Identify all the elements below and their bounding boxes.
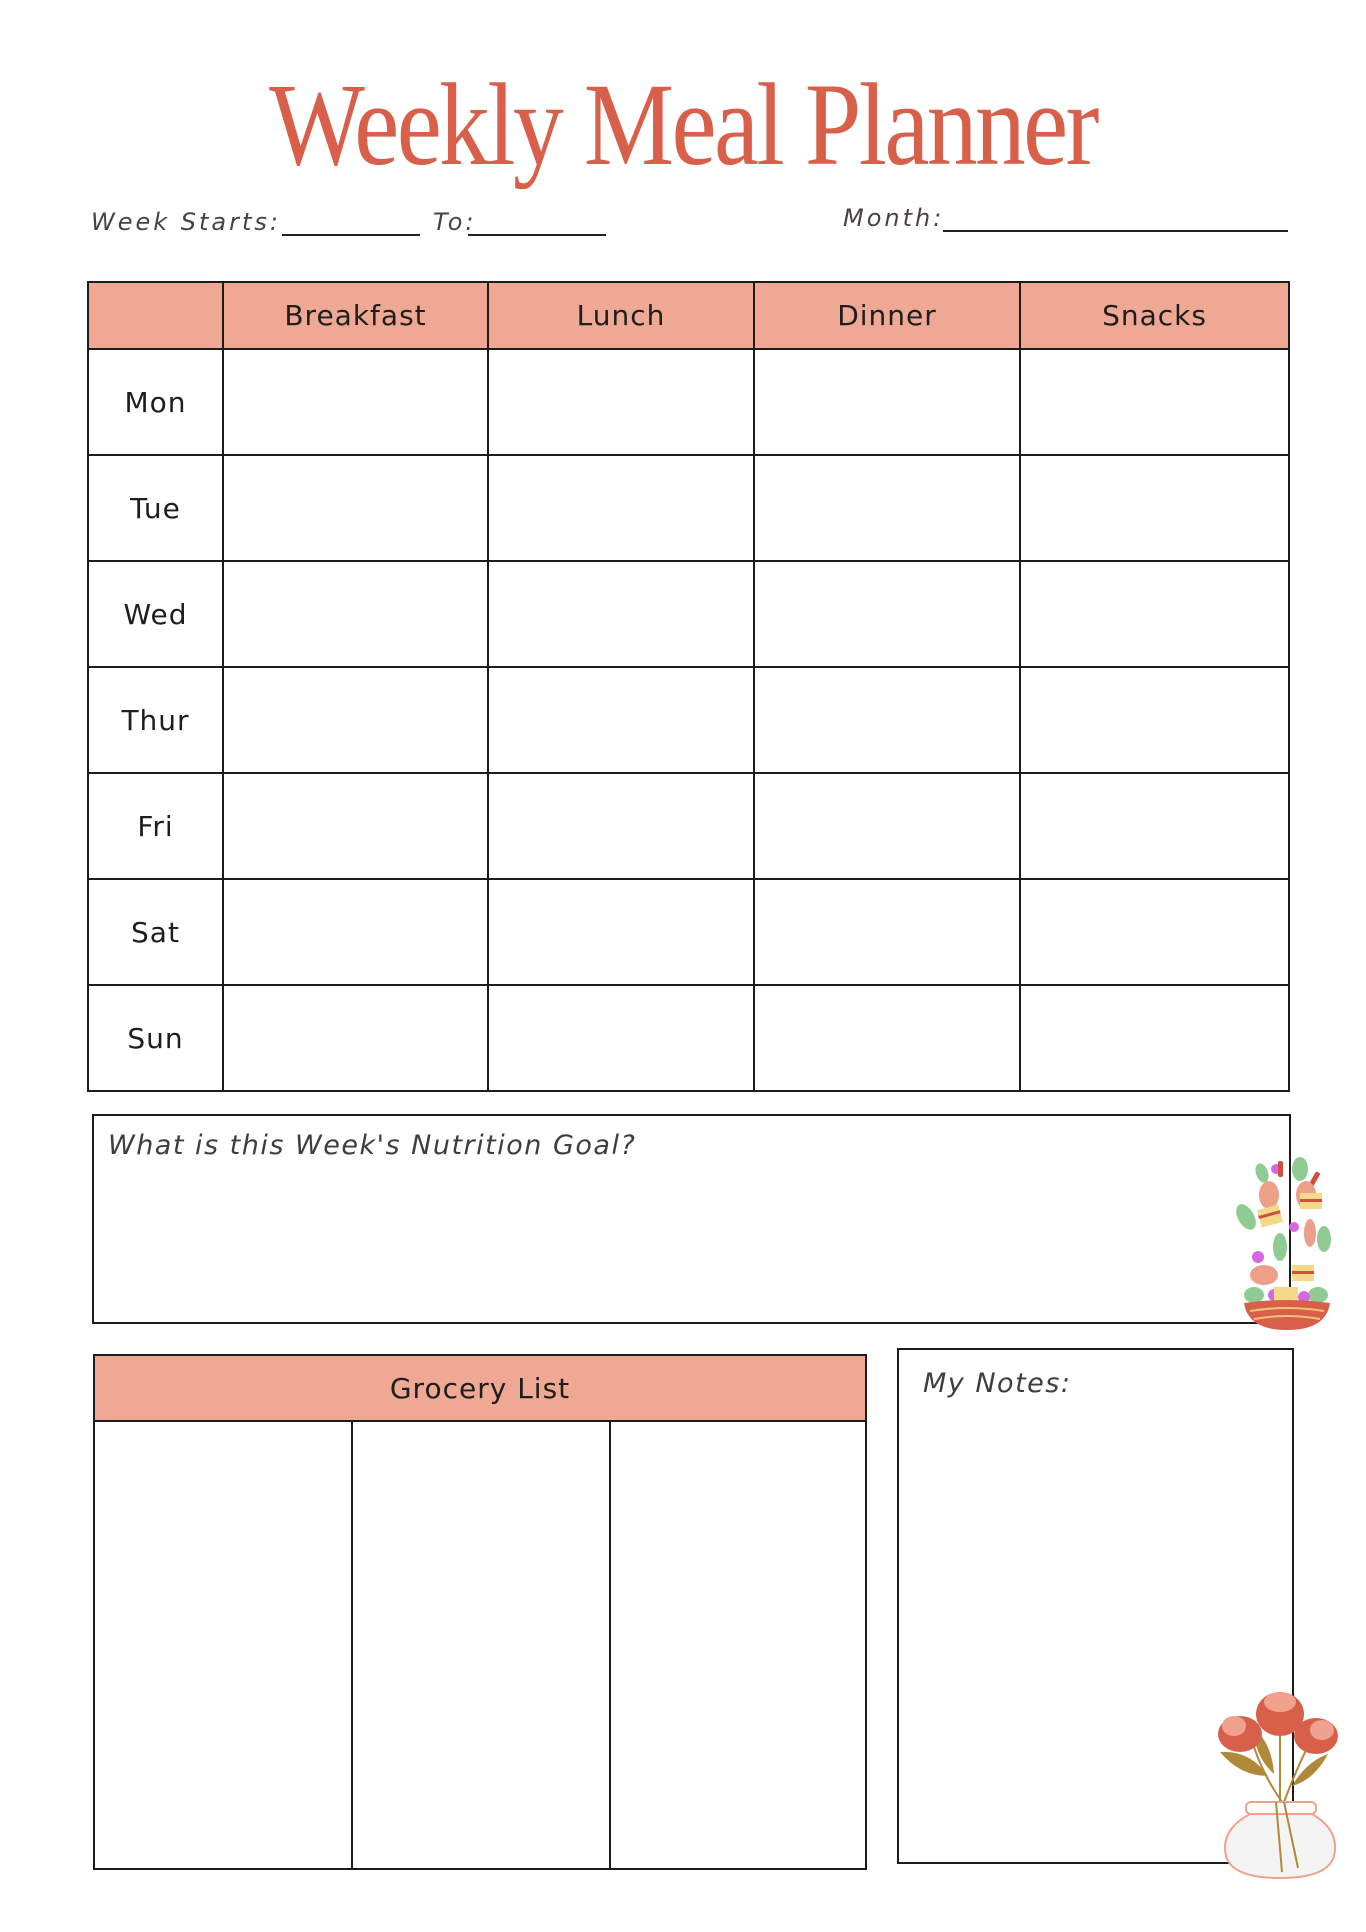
meal-planner-table	[87, 281, 1290, 1092]
dinner-cell[interactable]	[754, 879, 1020, 985]
lunch-cell[interactable]	[488, 561, 754, 667]
salad-bowl-illustration-icon	[1234, 1155, 1340, 1330]
day-label: Thur	[88, 667, 223, 773]
table-row	[88, 561, 1289, 667]
table-row	[88, 455, 1289, 561]
snacks-cell[interactable]	[1020, 349, 1289, 455]
table-header-row	[88, 282, 1289, 349]
table-row	[88, 667, 1289, 773]
day-label: Wed	[88, 561, 223, 667]
breakfast-cell[interactable]	[223, 667, 488, 773]
week-starts-field[interactable]	[282, 234, 420, 236]
day-label: Tue	[88, 455, 223, 561]
week-starts-label: Week Starts:	[91, 208, 282, 236]
day-label: Mon	[88, 349, 223, 455]
to-field[interactable]	[468, 234, 606, 236]
breakfast-cell[interactable]	[223, 349, 488, 455]
lunch-cell[interactable]	[488, 455, 754, 561]
dinner-cell[interactable]	[754, 455, 1020, 561]
table-row	[88, 349, 1289, 455]
header-snacks: Snacks	[1020, 282, 1289, 349]
notes-label: My Notes:	[923, 1368, 1072, 1399]
table-row	[88, 985, 1289, 1091]
to-label: To:	[433, 208, 477, 236]
table-row	[88, 773, 1289, 879]
snacks-cell[interactable]	[1020, 879, 1289, 985]
snacks-cell[interactable]	[1020, 773, 1289, 879]
breakfast-cell[interactable]	[223, 879, 488, 985]
lunch-cell[interactable]	[488, 667, 754, 773]
grocery-column-2[interactable]	[351, 1420, 611, 1870]
dinner-cell[interactable]	[754, 773, 1020, 879]
header-day	[88, 282, 223, 349]
breakfast-cell[interactable]	[223, 985, 488, 1091]
page-title: Weekly Meal Planner	[269, 59, 1097, 190]
dinner-cell[interactable]	[754, 667, 1020, 773]
table-row	[88, 879, 1289, 985]
header-breakfast: Breakfast	[223, 282, 488, 349]
snacks-cell[interactable]	[1020, 561, 1289, 667]
flower-vase-illustration-icon	[1210, 1690, 1342, 1880]
lunch-cell[interactable]	[488, 879, 754, 985]
breakfast-cell[interactable]	[223, 773, 488, 879]
snacks-cell[interactable]	[1020, 455, 1289, 561]
month-label: Month:	[843, 204, 945, 232]
header-dinner: Dinner	[754, 282, 1020, 349]
grocery-list-header	[93, 1354, 867, 1422]
nutrition-goal-label: What is this Week's Nutrition Goal?	[108, 1130, 637, 1161]
lunch-cell[interactable]	[488, 773, 754, 879]
snacks-cell[interactable]	[1020, 985, 1289, 1091]
grocery-column-1[interactable]	[93, 1420, 353, 1870]
day-label: Sat	[88, 879, 223, 985]
breakfast-cell[interactable]	[223, 561, 488, 667]
nutrition-goal-box[interactable]	[92, 1114, 1291, 1324]
header-lunch: Lunch	[488, 282, 754, 349]
day-label: Fri	[88, 773, 223, 879]
month-field[interactable]	[943, 230, 1288, 232]
lunch-cell[interactable]	[488, 349, 754, 455]
dinner-cell[interactable]	[754, 561, 1020, 667]
day-label: Sun	[88, 985, 223, 1091]
dinner-cell[interactable]	[754, 985, 1020, 1091]
dinner-cell[interactable]	[754, 349, 1020, 455]
lunch-cell[interactable]	[488, 985, 754, 1091]
grocery-list-title: Grocery List	[389, 1371, 571, 1405]
snacks-cell[interactable]	[1020, 667, 1289, 773]
grocery-column-3[interactable]	[609, 1420, 867, 1870]
breakfast-cell[interactable]	[223, 455, 488, 561]
